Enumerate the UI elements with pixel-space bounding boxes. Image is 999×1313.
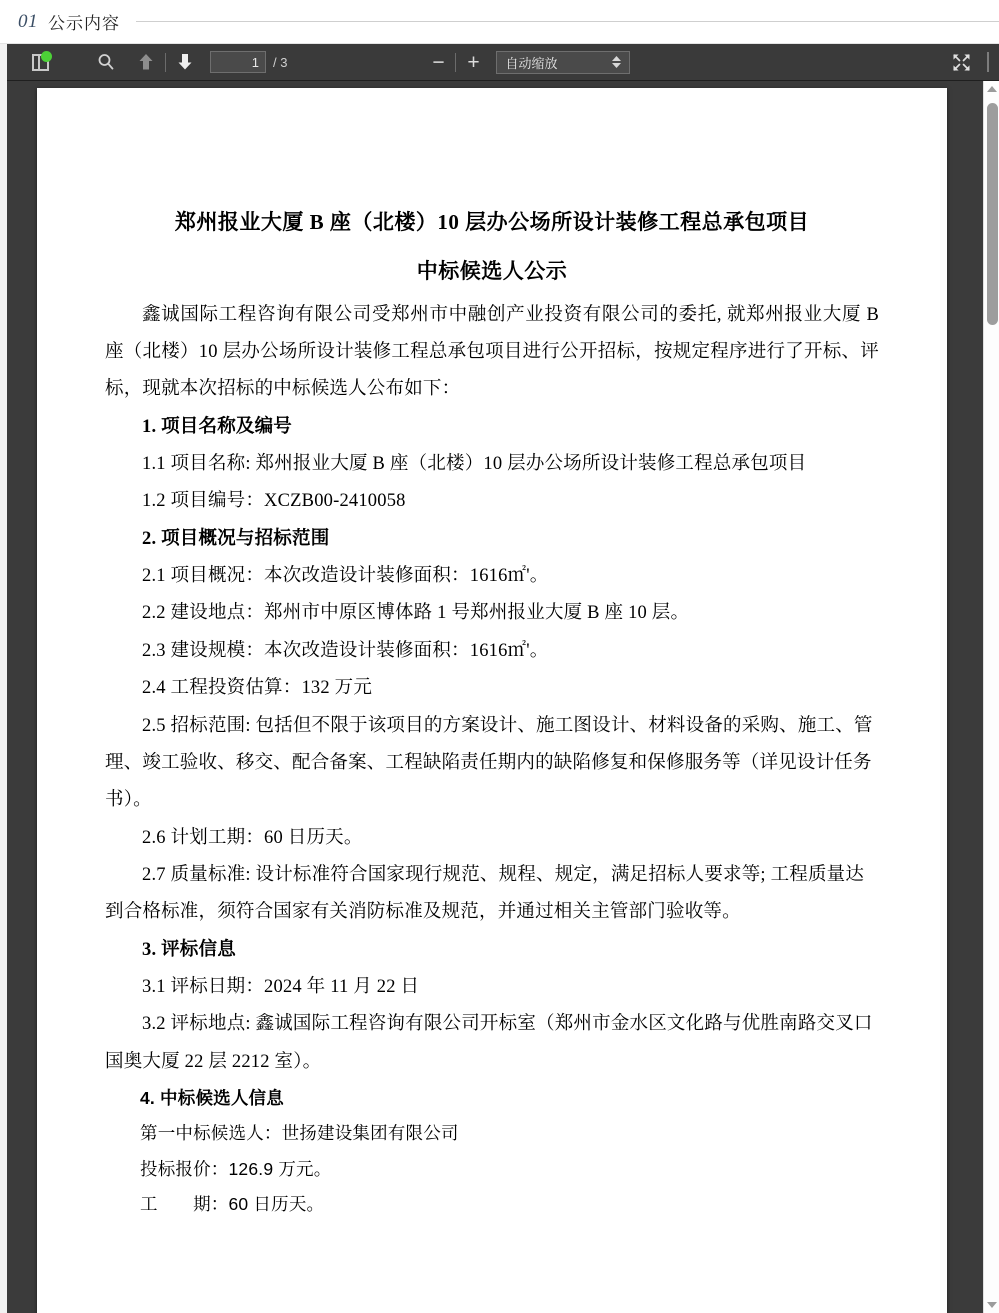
toolbar-right-group — [947, 50, 999, 74]
document-content — [37, 88, 947, 1262]
notification-dot-icon — [41, 51, 52, 62]
document-intro-paragraph: 鑫诚国际工程咨询有限公司受郑州市中融创产业投资有限公司的委托, 就郑州报业大厦 B 座（北楼）10 层办公场所设计装修工程总承包项目进行公开招标，按规定程序进行了开标、评标，现就本次招标的中标候选人公布如下： — [105, 304, 879, 400]
section-2-item-5: 2.5 招标范围: 包括但不限于该项目的方案设计、施工图设计、材料设备的采购、施工、管理、竣工验收、移交、配合备案、工程缺陷责任期内的缺陷修复和保修服务等（详见设计任务书）。 — [105, 715, 873, 811]
sidebar-toggle-button[interactable] — [25, 49, 55, 75]
previous-page-button[interactable] — [131, 49, 161, 75]
arrow-down-icon — [177, 53, 193, 71]
chevron-updown-icon — [612, 56, 621, 68]
document-title-line-1: 郑州报业大厦 B 座（北楼）10 层办公场所设计装修工程总承包项目 — [174, 210, 810, 234]
toolbar-right-separator — [987, 52, 989, 72]
page-header — [0, 0, 999, 44]
section-2-item-2: 2.2 建设地点：郑州市中原区博体路 1 号郑州报业大厦 B 座 10 层。 — [142, 603, 690, 624]
section-2-heading: 2. 项目概况与招标范围 — [142, 528, 330, 549]
section-4-heading: 4. 中标候选人信息 — [140, 1088, 284, 1109]
scroll-down-button[interactable] — [984, 1297, 999, 1313]
section-1-item-2: 1.2 项目编号：XCZB00-2410058 — [142, 491, 406, 512]
document-title-line-2: 中标候选人公示 — [416, 258, 568, 283]
page-number-input[interactable] — [210, 51, 266, 73]
arrow-up-icon — [138, 53, 154, 71]
vertical-scrollbar[interactable] — [983, 81, 999, 1313]
zoom-out-button[interactable]: − — [432, 50, 445, 74]
section-4-item-1: 第一中标候选人：世扬建设集团有限公司 — [140, 1123, 459, 1144]
fullscreen-icon — [952, 53, 971, 72]
toolbar-separator — [165, 53, 166, 72]
fullscreen-button[interactable] — [947, 50, 975, 74]
section-1-heading: 1. 项目名称及编号 — [142, 416, 293, 437]
triangle-down-icon — [987, 1302, 997, 1308]
section-4-item-2: 投标报价：126.9 万元。 — [140, 1158, 332, 1179]
section-3-heading: 3. 评标信息 — [142, 939, 236, 960]
section-number: 01 — [18, 10, 38, 32]
section-3-item-2: 3.2 评标地点: 鑫诚国际工程咨询有限公司开标室（郑州市金水区文化路与优胜南路交叉口国奥大厦 22 层 2212 室）。 — [105, 1014, 873, 1072]
pdf-page-1 — [37, 88, 947, 1313]
pdf-toolbar — [7, 44, 999, 81]
section-3-item-1: 3.1 评标日期：2024 年 11 月 22 日 — [142, 977, 420, 998]
section-2-item-7: 2.7 质量标准: 设计标准符合国家现行规范、规程、规定，满足招标人要求等; 工程质量达到合格标准，须符合国家有关消防标准及规范，并通过相关主管部门验收等。 — [105, 864, 865, 923]
header-divider — [136, 21, 999, 22]
toolbar-left-group — [7, 44, 287, 80]
search-button[interactable] — [91, 49, 121, 75]
section-2-item-3: 2.3 建设规模：本次改造设计装修面积：1616㎡'。 — [142, 640, 549, 661]
toolbar-zoom-group — [425, 51, 630, 74]
section-2-item-4: 2.4 工程投资估算：132 万元 — [142, 678, 373, 699]
scrollbar-thumb[interactable] — [987, 103, 998, 325]
section-1-item-1: 1.1 项目名称: 郑州报业大厦 B 座（北楼）10 层办公场所设计装修工程总承包项目 — [142, 453, 807, 474]
zoom-level-value: 自动缩放 — [505, 55, 558, 71]
section-4-block — [105, 1081, 879, 1222]
toolbar-separator-zoom — [455, 53, 456, 72]
section-2-item-1: 2.1 项目概况：本次改造设计装修面积：1616㎡'。 — [142, 566, 549, 587]
section-2-item-6: 2.6 计划工期：60 日历天。 — [142, 827, 363, 848]
search-icon — [97, 53, 115, 71]
page-title: 公示内容 — [48, 14, 120, 33]
next-page-button[interactable] — [170, 49, 200, 75]
zoom-in-button[interactable]: + — [467, 50, 480, 74]
document-scroll-area[interactable] — [7, 81, 999, 1313]
scroll-up-button[interactable] — [984, 81, 999, 97]
section-4-item-3: 工 期：60 日历天。 — [140, 1194, 325, 1215]
zoom-level-select[interactable] — [496, 51, 630, 74]
left-gutter — [0, 44, 7, 1313]
pdf-viewer — [7, 44, 999, 1313]
triangle-up-icon — [987, 86, 997, 92]
page-count-label: / 3 — [273, 54, 288, 70]
